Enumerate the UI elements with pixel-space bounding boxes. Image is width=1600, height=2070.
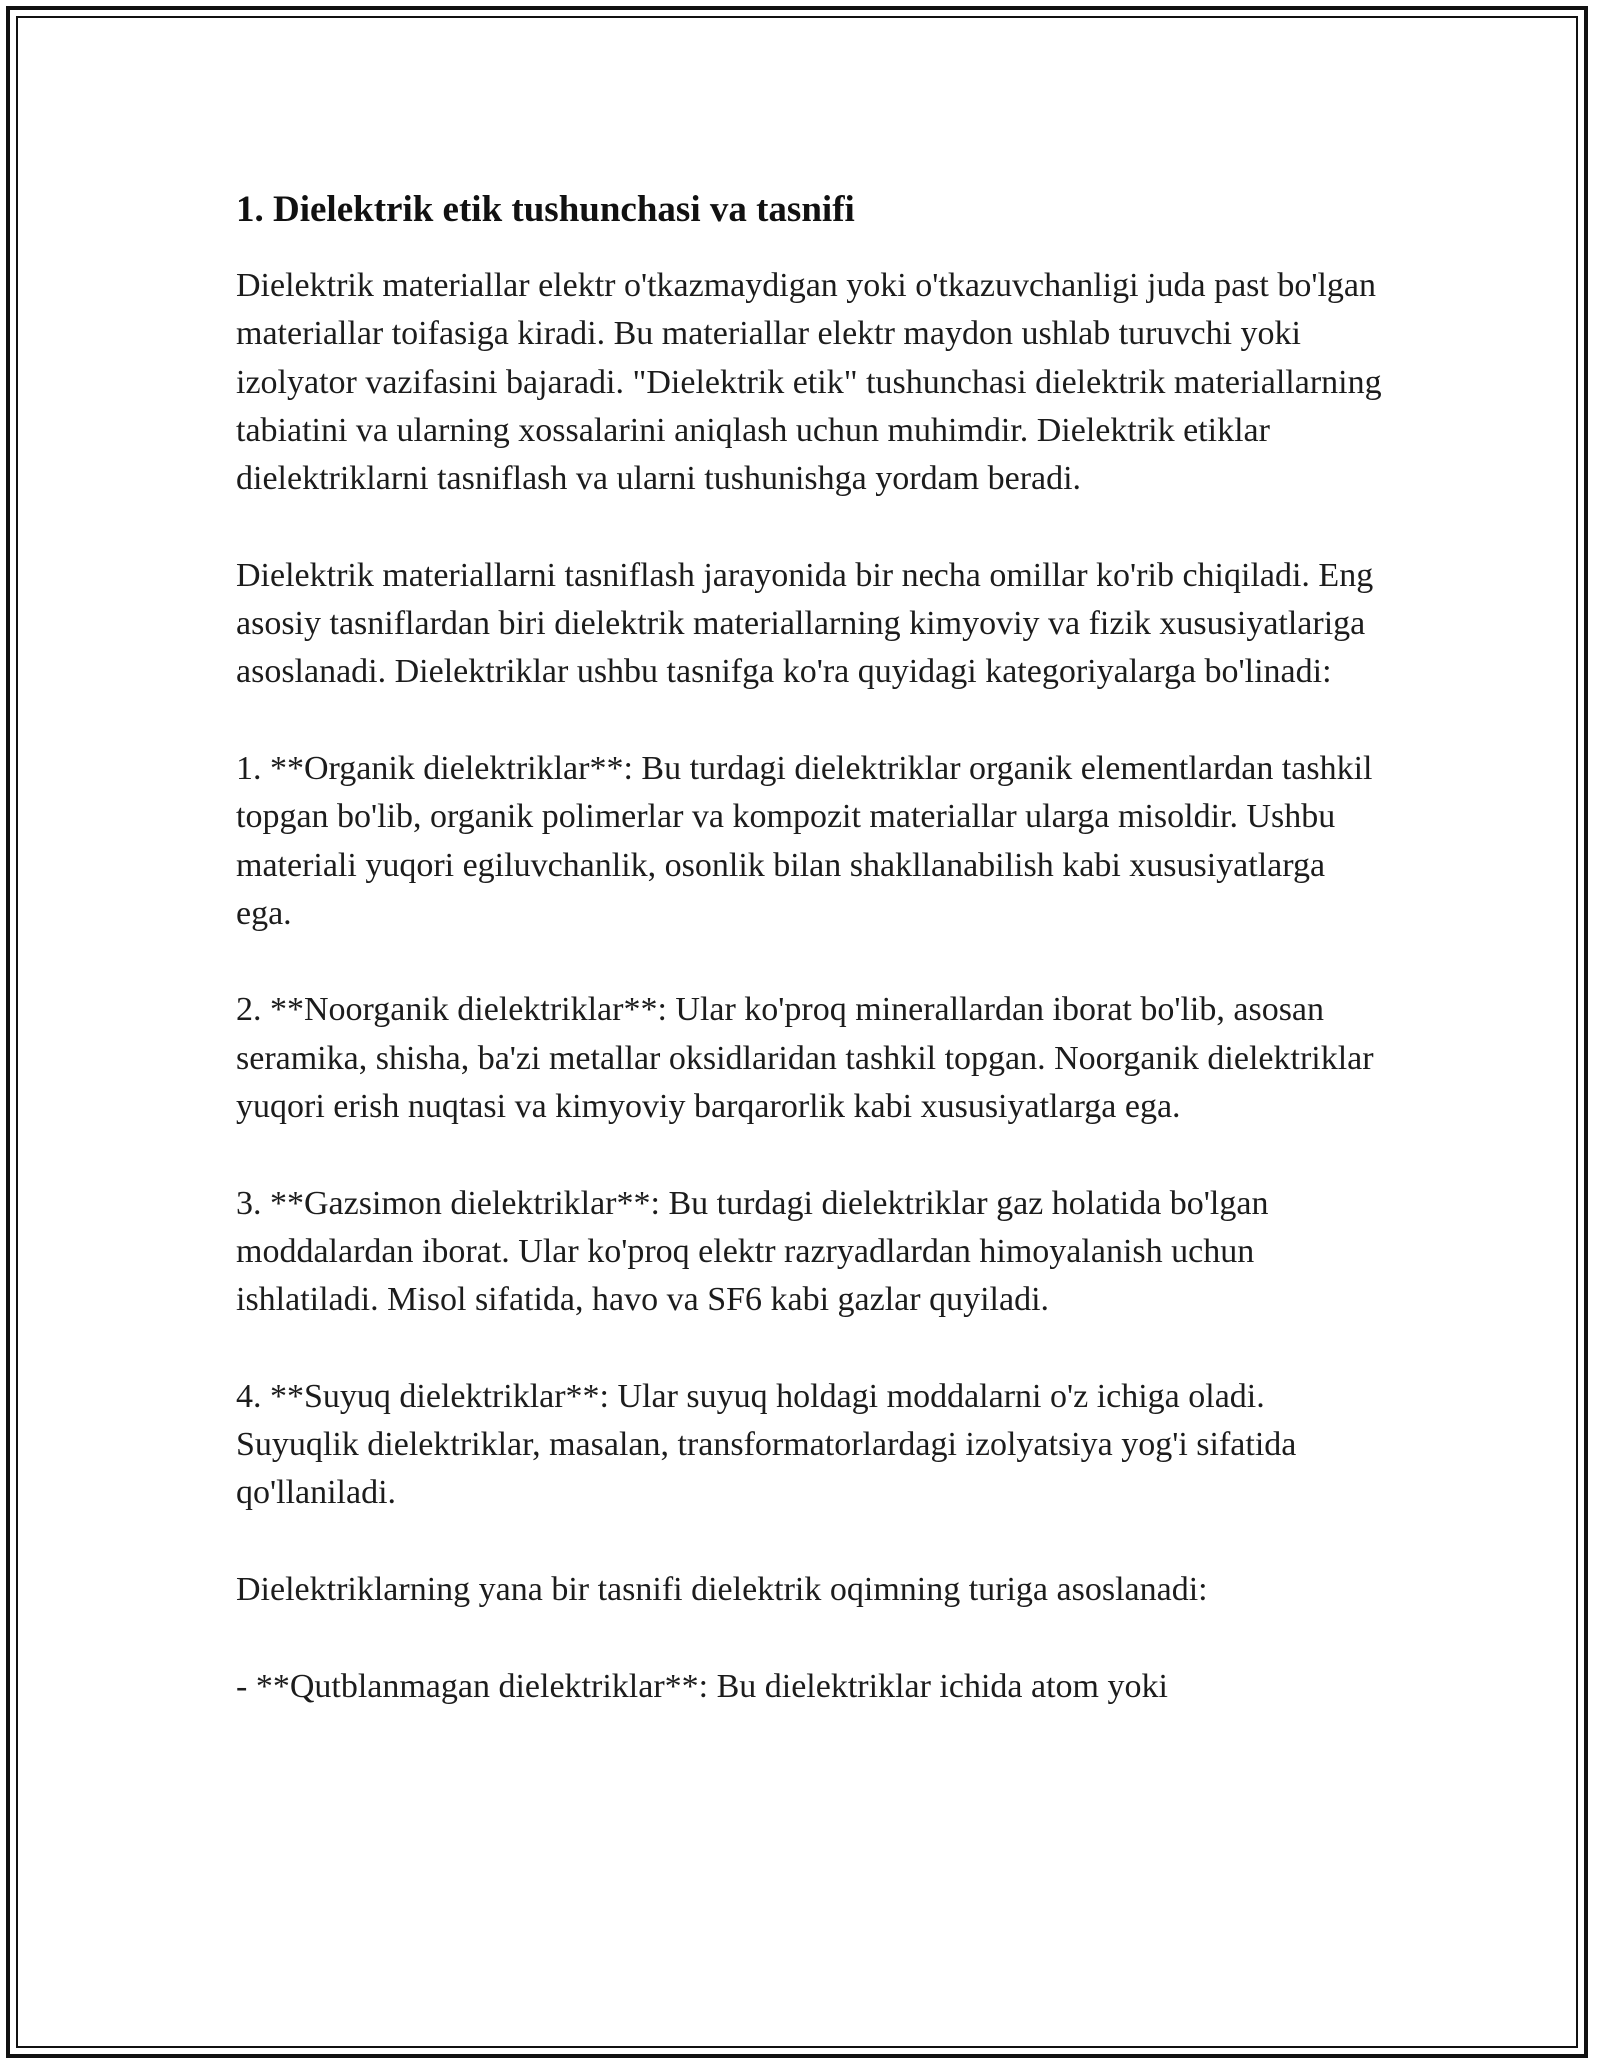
list-item-nonpolar: - **Qutblanmagan dielektriklar**: Bu dielektriklar ichida atom yoki <box>236 1667 1168 1705</box>
list-item-organic: 1. **Organik dielektriklar**: Bu turdagi dielektriklar organik elementlardan tashkil topgan bo'lib, organik polimerlar va kompozit materiallar ularga misoldir. Ushbu materiali yuqori egiluvchanlik, osonlik bilan shakllanabilish kabi xususiyatlarga ega. <box>236 749 1373 932</box>
list-item-liquid: 4. **Suyuq dielektriklar**: Ular suyuq holdagi moddalarni o'z ichiga oladi. Suyuqlik dielektriklar, masalan, transformatorlardagi izolyatsiya yog'i sifatida qo'llaniladi. <box>236 1377 1297 1512</box>
paragraph-intro: Dielektrik materiallar elektr o'tkazmaydigan yoki o'tkazuvchanligi juda past bo'lgan materiallar toifasiga kiradi. Bu materiallar elektr maydon ushlab turuvchi yoki izolyator vazifasini bajaradi. "Dielektrik etik" tushunchasi dielektrik materiallarning tabiatini va ularning xossalarini aniqlash uchun muhimdir. Dielektrik etiklar dielektriklarni tasniflash va ularni tushunishga yordam beradi. <box>236 267 1382 498</box>
page-title: 1. Dielektrik etik tushunchasi va tasnifi <box>236 189 855 230</box>
list-item-inorganic: 2. **Noorganik dielektriklar**: Ular ko'proq minerallardan iborat bo'lib, asosan seramika, shisha, ba'zi metallar oksidlaridan tashkil topgan. Noorganik dielektriklar yuqori erish nuqtasi va kimyoviy barqarorlik kabi xususiyatlarga ega. <box>236 991 1374 1126</box>
document-page <box>236 186 1386 1711</box>
paragraph-second-classification: Dielektriklarning yana bir tasnifi dielektrik oqimning turiga asoslanadi: <box>236 1571 1208 1609</box>
list-item-gaseous: 3. **Gazsimon dielektriklar**: Bu turdagi dielektriklar gaz holatida bo'lgan moddalardan iborat. Ular ko'proq elektr razryadlardan himoyalanish uchun ishlatiladi. Misol sifatida, havo va SF6 kabi gazlar quyiladi. <box>236 1184 1269 1319</box>
paragraph-classification: Dielektrik materiallarni tasniflash jarayonida bir necha omillar ko'rib chiqiladi. Eng asosiy tasniflardan biri dielektrik materiallarning kimyoviy va fizik xususiyatlariga asoslanadi. Dielektriklar ushbu tasnifga ko'ra quyidagi kategoriyalarga bo'linadi: <box>236 556 1374 691</box>
